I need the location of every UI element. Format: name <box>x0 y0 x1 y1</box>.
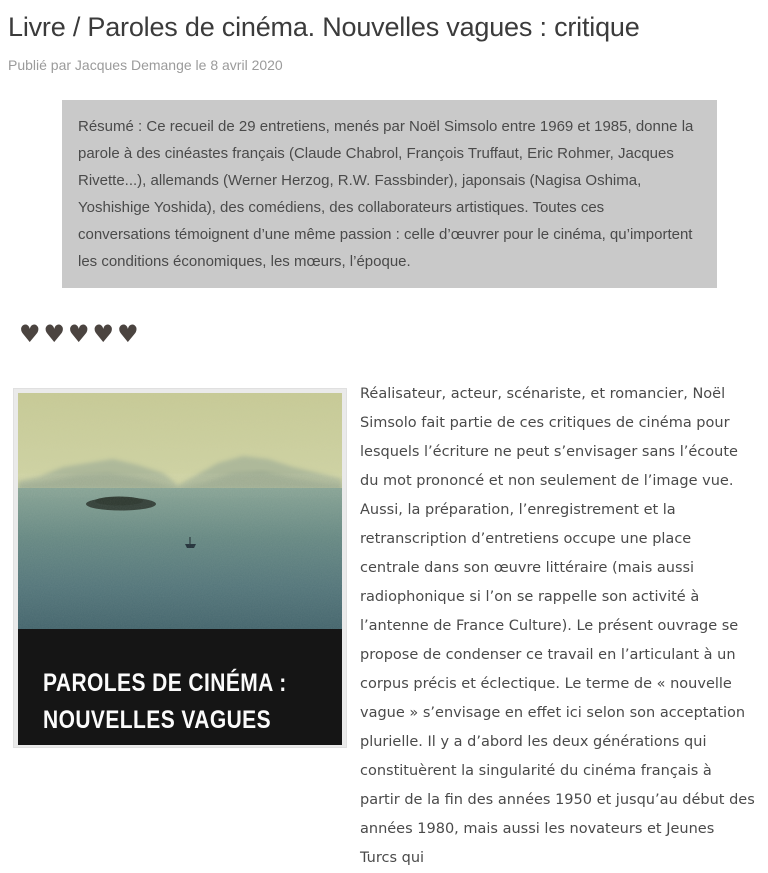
book-cover <box>13 388 347 748</box>
byline: Publié par Jacques Demange le 8 avril 2020 <box>8 57 283 73</box>
summary-text: Résumé : Ce recueil de 29 entretiens, menés par Noël Simsolo entre 1969 et 1985, donne la parole à des cinéastes français (Claude Chabrol, François Truffaut, Eric Rohmer, Jacques Rivette...), allemands (Werner Herzog, R.W. Fassbinder), japonsais (Nagisa Oshima, Yoshishige Yoshida), des comédiens, des collaborateurs artistiques. Toutes ces conversations témoignent d’une même passion : celle d’œuvrer pour le cinéma, qu’importent les conditions économiques, les mœurs, l’époque. <box>78 118 694 270</box>
cover-title-band <box>18 629 342 745</box>
article-main-row <box>13 388 755 873</box>
book-cover-inner <box>18 393 342 745</box>
cover-photo-sea-image <box>18 393 342 629</box>
article-body <box>360 380 755 873</box>
cover-grain <box>18 488 342 629</box>
rating-hearts: ♥♥♥♥♥ <box>19 320 142 348</box>
cover-title-line1: PAROLES DE CINÉMA : <box>43 669 287 697</box>
cover-title-line2: NOUVELLES VAGUES <box>43 706 272 734</box>
summary-box <box>62 100 717 288</box>
article-paragraph: Réalisateur, acteur, scénariste, et romancier, Noël Simsolo fait partie de ces critiques de cinéma pour lesquels l’écriture ne peut s’envisager sans l’écoute du mot prononcé et non seulement de l’image vue. Aussi, la préparation, l’enregistrement et la retranscription d’entretiens occupe une place centrale dans son œuvre littéraire (mais aussi radiophonique si l’on se rappelle son activité à l’antenne de France Culture). Le présent ouvrage se propose de condenser ce travail en l’articulant à un corpus précis et éclectique. Le terme de « nouvelle vague » s’envisage en effet ici selon son acceptation plurielle. Il y a d’abord les deux générations qui constituèrent la singularité du cinéma français à partir de la fin des années 1950 et jusqu’au début des années 1980, mais aussi les novateurs et Jeunes Turcs qui <box>360 386 755 866</box>
page-title: Livre / Paroles de cinéma. Nouvelles vagues : critique <box>8 12 640 42</box>
cover-grain-sky <box>18 393 342 488</box>
